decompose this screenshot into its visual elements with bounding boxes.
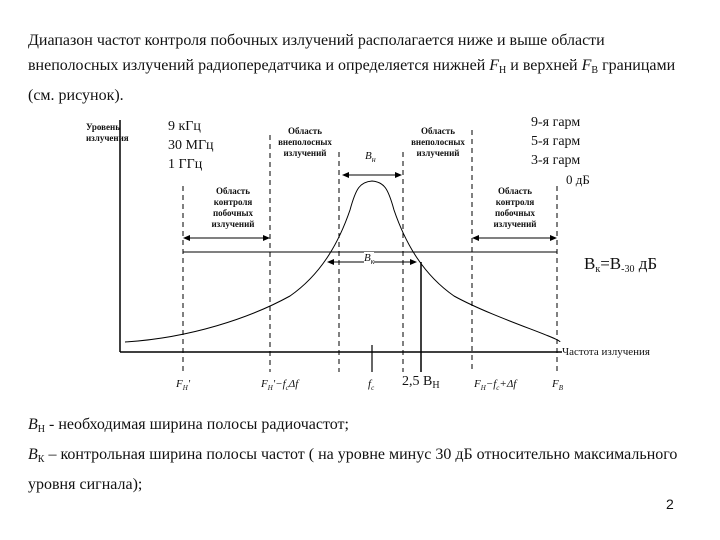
definitions xyxy=(28,412,688,497)
oob-left-label: Область внеполосных излучений xyxy=(278,126,332,158)
oob-right-label: Область внеполосных излучений xyxy=(411,126,465,158)
dashed-boundaries xyxy=(183,130,557,372)
bk-equation: $В_к=В_{-30}$ дБ xyxy=(584,254,658,275)
def-bk: $В_К$ – контрольная ширина полосы частот ( на уровне минус 30 дБ относительно максимального уровня сигнала); xyxy=(28,446,678,493)
freq-item: 9 кГц xyxy=(168,119,201,134)
y-axis-label: Уровень излучения xyxy=(86,122,129,143)
tick-fn-minus: $F_Н'-f_c\Delta f$ xyxy=(261,378,299,392)
tick-fc: $f_c$ xyxy=(368,378,375,392)
freq-item: 30 МГц xyxy=(168,138,214,153)
intro-text-1: Диапазон частот контроля побочных излучений располагается ниже и выше области внеполосных излучений радиопередатчика и определяется нижней xyxy=(28,32,605,74)
bw-25-label: 2,5 $В_Н$ xyxy=(402,374,440,391)
spurious-right-label: Область контроля побочных излучений xyxy=(493,186,537,229)
freq-item: 1 ГГц xyxy=(168,157,203,172)
f-low-symbol: F xyxy=(489,57,500,74)
tick-fn-plus: $F_Н-f_c+\Delta f$ xyxy=(474,378,517,392)
spurious-left-label: Область контроля побочных излучений xyxy=(211,186,255,229)
harmonic-item: 3-я гарм xyxy=(531,153,581,168)
intro-text-3: границами (см. рисунок). xyxy=(28,57,676,104)
f-low-sub: Н xyxy=(499,65,507,76)
bn-label: $В_н$ xyxy=(365,150,376,164)
harmonics-list xyxy=(531,113,580,170)
harmonic-item: 5-я гарм xyxy=(531,134,581,149)
bk-label: $В_к$ xyxy=(364,252,375,266)
f-high-symbol: F xyxy=(581,57,592,74)
tick-fv: $F_В$ xyxy=(552,378,564,392)
f-high-sub: В xyxy=(591,65,599,76)
db-label: 0 дБ xyxy=(566,172,590,187)
x-axis-label: Частота излучения xyxy=(562,346,650,358)
tick-fn-prime: $F_Н'$ xyxy=(176,378,191,392)
harmonic-item: 9-я гарм xyxy=(531,115,581,130)
freq-list xyxy=(168,117,214,174)
intro-text-2: и верхней xyxy=(506,57,582,74)
def-bn: $В_Н$ - необходимая ширина полосы радиочастот; xyxy=(28,416,349,435)
page-number: 2 xyxy=(666,496,674,512)
